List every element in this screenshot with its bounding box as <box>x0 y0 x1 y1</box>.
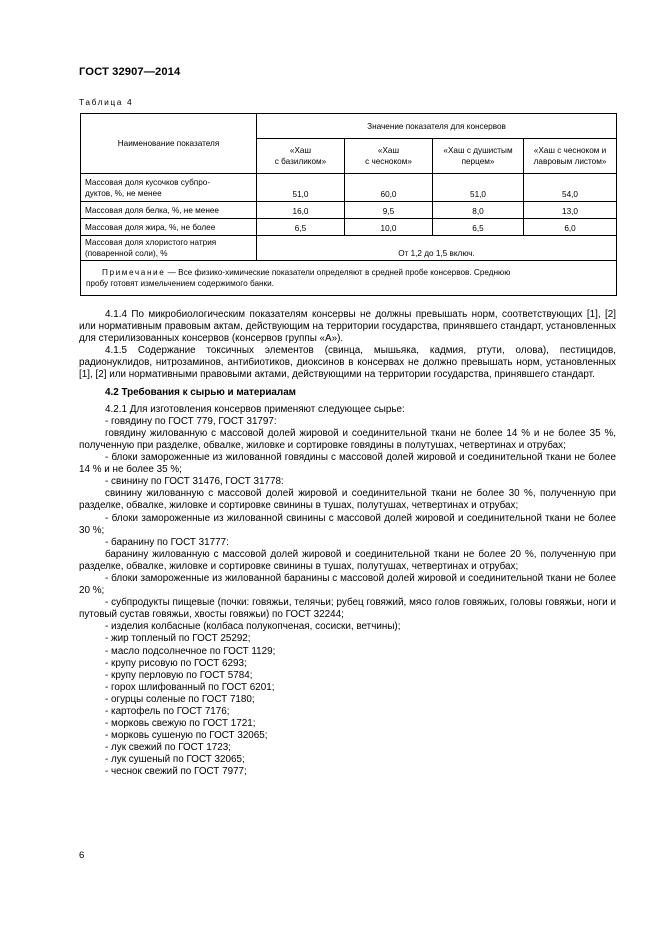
table-cell: 6,5 <box>257 219 345 236</box>
list-item: - морковь сушеную по ГОСТ 32065; <box>105 730 268 742</box>
column-header: «Хаш с чесноком» <box>345 139 433 174</box>
row-label: Массовая доля белка, %, не менее <box>81 202 257 219</box>
table-cell: 9,5 <box>345 202 433 219</box>
row-label: Массовая доля жира, %, не более <box>81 219 257 236</box>
table-caption: Таблица 4 <box>79 97 134 107</box>
column-header: «Хаш с чесноком и лавровым листом» <box>524 139 617 174</box>
indicator-name-header: Наименование показателя <box>81 114 257 174</box>
list-item: - изделия колбасные (колбаса полукопченая, сосиски, ветчины); <box>105 621 401 633</box>
table-row <box>81 174 617 202</box>
column-header: «Хаш с душистым перцем» <box>433 139 524 174</box>
table-cell: 16,0 <box>257 202 345 219</box>
table-cell: 51,0 <box>257 174 345 202</box>
table-note: Примечание — Все физико-химические показатели определяют в средней пробе консервов. Среднюю пробу готовят измельчением содержимого банки. <box>81 261 617 296</box>
table-cell: 51,0 <box>433 174 524 202</box>
table-note-row <box>81 261 617 296</box>
table-row <box>81 219 617 236</box>
list-item: - блоки замороженные из жилованной баранины с массовой долей жировой и соединительной ткани не более 20 %; <box>79 572 616 597</box>
list-item: - жир топленый по ГОСТ 25292; <box>105 633 251 645</box>
table-cell: 8,0 <box>433 202 524 219</box>
list-item: - говядину по ГОСТ 779, ГОСТ 31797: <box>105 415 277 427</box>
value-group-header: Значение показателя для консервов <box>257 114 617 139</box>
list-item: - баранину по ГОСТ 31777: <box>105 536 229 548</box>
body-text <box>79 309 616 779</box>
table-cell: 6,0 <box>524 219 617 236</box>
table-cell: 54,0 <box>524 174 617 202</box>
list-item: - крупу рисовую по ГОСТ 6293; <box>105 657 247 669</box>
list-item: - масло подсолнечное по ГОСТ 1129; <box>105 645 276 657</box>
table-cell: 60,0 <box>345 174 433 202</box>
section-heading: 4.2 Требования к сырью и материалам <box>105 386 296 398</box>
list-item: - картофель по ГОСТ 7176; <box>105 706 230 717</box>
table-cell: 10,0 <box>345 219 433 236</box>
list-item: баранину жилованную с массовой долей жировой и соединительной ткани не более 20 %, полученную при разделке, обвалке, жиловке и сортировке свинины в тушах, полутушах, четвертинах и отрубах; <box>79 548 616 572</box>
table-row <box>81 202 617 219</box>
row-label: Массовая доля кусочков субпро- дуктов, %, не менее <box>81 174 257 202</box>
list-item: - блоки замороженные из жилованной говядины с массовой долей жировой и соединительной ткани не более 14 % и не более 35 %; <box>79 452 616 476</box>
list-item: - чеснок свежий по ГОСТ 7977; <box>105 766 247 778</box>
list-item: свинину жилованную с массовой долей жировой и соединительной ткани не более 30 %, полученную при разделке, обвалке, жиловке и сортировке свинины в тушах, полутушах, четвертинах и отрубах; <box>79 488 616 512</box>
list-item: - блоки замороженные из жилованной свинины с массовой долей жировой и соединительной ткани не более 30 %; <box>79 512 616 536</box>
list-item: - морковь свежую по ГОСТ 1721; <box>105 718 256 730</box>
list-item: - лук свежий по ГОСТ 1723; <box>105 742 231 754</box>
document-header: ГОСТ 32907—2014 <box>79 66 181 78</box>
paragraph-4-1-4: 4.1.4 По микробиологическим показателям консервы не должны превышать норм, соответствующих [1], [2] или нормативным правовым актам, действующим на территории государства, принявшего стандарт, установленных для стерилизованных консервов (консервов группы «А»). <box>79 309 616 345</box>
indicators-table <box>80 113 617 296</box>
row-label: Массовая доля хлористого натрия (поваренной соли), % <box>81 236 257 261</box>
table-cell: От 1,2 до 1,5 включ. <box>257 236 617 261</box>
paragraph-4-1-5: 4.1.5 Содержание токсичных элементов (свинца, мышьяка, кадмия, ртути, олова), пестицидов, радионуклидов, нитрозаминов, антибиотиков, диоксинов в консервах не должно превышать норм, установленных [1], [2] или нормативными правовыми актами, действующими на территории государства, принявшего стандарт. <box>79 345 616 381</box>
table-cell: 13,0 <box>524 202 617 219</box>
table-row <box>81 236 617 261</box>
list-item: - субпродукты пищевые (почки: говяжьи, телячьи; рубец говяжий, мясо голов говяжьих, головы говяжьи, ноги и путовый сустав говяжьи, хвосты говяжьи) по ГОСТ 32244; <box>79 597 616 621</box>
list-item: - крупу перловую по ГОСТ 5784; <box>105 669 253 681</box>
column-header: «Хаш с базиликом» <box>257 139 345 174</box>
list-item: - горох шлифованный по ГОСТ 6201; <box>105 681 275 693</box>
paragraph-4-2-1: 4.2.1 Для изготовления консервов применяют следующее сырье: <box>105 403 405 415</box>
table-cell: 6,5 <box>433 219 524 236</box>
page-number: 6 <box>79 850 85 861</box>
list-item: - свинину по ГОСТ 31476, ГОСТ 31778: <box>105 476 284 488</box>
list-item: говядину жилованную с массовой долей жировой и соединительной ткани не более 14 % и не более 35 %, полученную при разделке, обвалке, жиловке и сортировке говядины в полутушах, четвертинах и отрубах; <box>79 427 616 451</box>
list-item: - огурцы соленые по ГОСТ 7180; <box>105 693 255 705</box>
list-item: - лук сушеный по ГОСТ 32065; <box>105 754 245 766</box>
